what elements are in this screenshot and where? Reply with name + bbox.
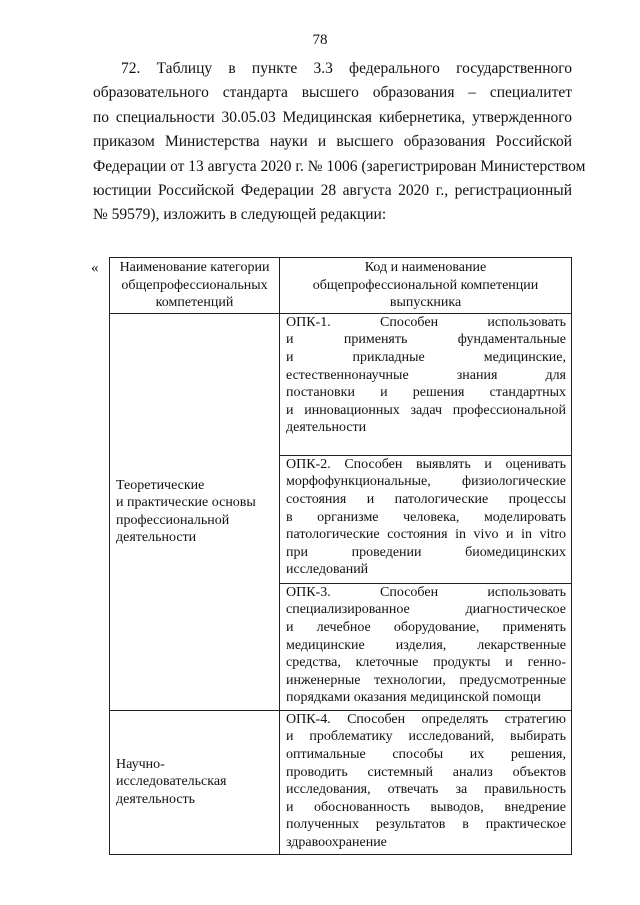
category-cell	[110, 313, 280, 710]
competence-cell	[280, 313, 572, 455]
competence-cell	[280, 455, 572, 583]
header-category-line: общепрофессиональных	[121, 277, 268, 293]
competence-line: деятельности	[286, 420, 367, 436]
competence-line: и проблематику исследований, выбирать	[286, 729, 566, 745]
table-header-row	[110, 258, 572, 314]
category-line: исследовательская	[116, 774, 227, 790]
competence-line: инженерные технологии, предусмотренные	[286, 672, 566, 688]
competence-cell	[280, 583, 572, 710]
header-code	[280, 258, 572, 314]
competence-line: порядками оказания медицинской помощи	[286, 690, 541, 706]
category-line: профессиональной	[116, 512, 230, 528]
header-code-line: Код и наименование	[364, 260, 487, 275]
competence-cell	[280, 710, 572, 854]
intro-line: юстиции Российской Федерации 28 августа 2020 г., регистрационный	[93, 181, 572, 199]
category-cell	[110, 710, 280, 854]
header-code-line: общепрофессиональной компетенции	[312, 277, 539, 293]
competence-line: медицинские изделия, лекарственные	[286, 637, 566, 653]
competence-line: при проведении биомедицинских	[286, 544, 566, 560]
intro-line: 72. Таблицу в пункте 3.3 федерального государственного	[121, 60, 572, 77]
intro-line: образовательного стандарта высшего образования – специалитет	[93, 84, 572, 102]
competence-line: ОПК-4. Способен определять стратегию	[286, 711, 566, 727]
competence-line: полученных результатов в практическое	[286, 817, 566, 833]
competence-line: морфофункциональные, физиологические	[286, 474, 566, 490]
intro-line: Федерации от 13 августа 2020 г. № 1006 (зарегистрирован Министерством	[93, 157, 586, 175]
competence-line: в организме человека, моделировать	[286, 509, 566, 525]
category-line: Научно-	[116, 756, 165, 772]
competence-line: ОПК-1. Способен использовать	[286, 314, 566, 330]
competence-table	[109, 257, 572, 855]
header-category	[110, 258, 280, 314]
category-line: и практические основы	[116, 495, 256, 511]
competence-line: специализированное диагностическое	[286, 602, 566, 618]
competence-line: проводить системный анализ объектов	[286, 764, 566, 780]
intro-line: приказом Министерства науки и высшего образования Российской	[93, 133, 572, 151]
header-category-line: Наименование категории	[119, 260, 270, 275]
competence-line: здравоохранение	[286, 834, 387, 850]
table-row	[110, 313, 572, 455]
competence-line: и обоснованность выводов, внедрение	[286, 799, 566, 815]
competence-line: ОПК-3. Способен использовать	[286, 584, 566, 600]
competence-line: исследований	[286, 562, 369, 578]
competence-line: естественнонаучные знания для	[286, 367, 566, 383]
header-category-line: компетенций	[155, 295, 234, 311]
intro-paragraph	[93, 57, 586, 228]
competence-line: средства, клеточные продукты и генно-	[286, 655, 566, 671]
competence-line: патологические состояния in vivo и in vitro	[286, 527, 566, 543]
category-line: деятельности	[116, 530, 197, 546]
competence-line: и лечебное оборудование, применять	[286, 619, 566, 635]
category-line: деятельность	[116, 792, 196, 808]
header-code-line: выпускника	[389, 295, 462, 311]
competence-line: оптимальные способы их решения,	[286, 746, 566, 762]
competence-line: и инновационных задач профессиональной	[286, 402, 566, 418]
page-number: 78	[312, 32, 328, 48]
competence-line: исследования, отвечать за правильность	[286, 782, 566, 798]
table-row	[110, 710, 572, 854]
intro-line: по специальности 30.05.03 Медицинская кибернетика, утвержденного	[93, 108, 572, 126]
competence-line: постановки и решения стандартных	[286, 385, 566, 401]
competence-line: ОПК-2. Способен выявлять и оценивать	[286, 456, 566, 472]
competence-line: состояния и патологические процессы	[286, 491, 566, 507]
opening-quote-mark: «	[91, 260, 99, 276]
competence-line: и применять фундаментальные	[286, 332, 566, 348]
competence-line: и прикладные медицинские,	[286, 349, 566, 365]
intro-line: № 59579), изложить в следующей редакции:	[93, 206, 387, 224]
category-line: Теоретические	[116, 477, 205, 493]
